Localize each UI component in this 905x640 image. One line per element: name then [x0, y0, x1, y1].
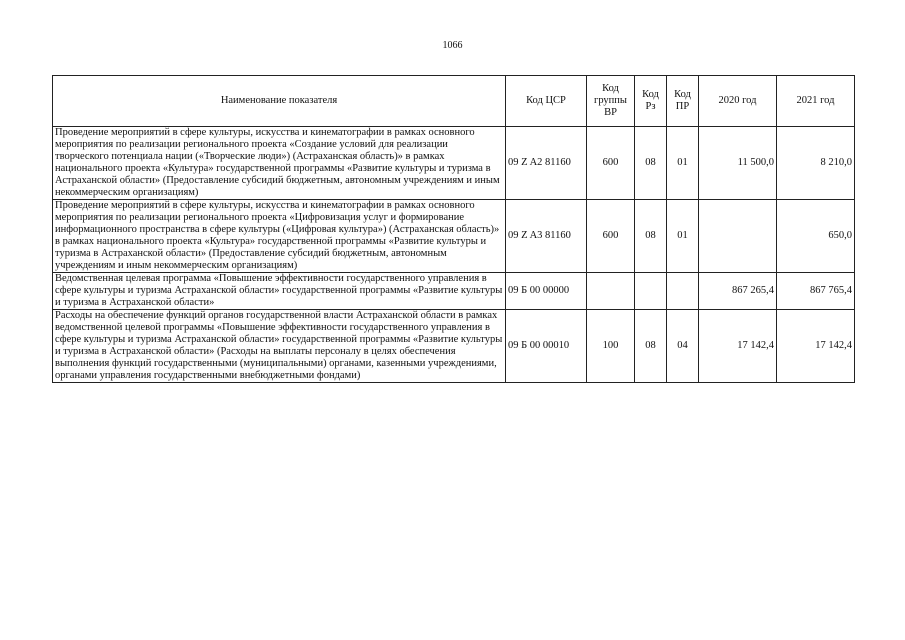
page-number: 1066: [442, 40, 463, 51]
row-rz: 08: [635, 200, 667, 273]
row-2021: 8 210,0: [777, 127, 855, 200]
budget-table: [52, 75, 855, 383]
row-vr: 600: [587, 200, 635, 273]
row-csr: 09 Z A3 81160: [506, 200, 587, 273]
row-rz: 08: [635, 310, 667, 383]
header-vr-line2: группы: [594, 95, 627, 106]
row-pr: 01: [667, 200, 699, 273]
header-rz: [635, 76, 667, 127]
table-row: [53, 127, 855, 200]
row-name: Ведомственная целевая программа «Повышение эффективности государственного управления в сфере культуры и туризма Астраханской области» государственной программы «Развитие культуры и туризма в Астраханской области»: [53, 273, 506, 310]
row-vr: 600: [587, 127, 635, 200]
row-csr: 09 Z A2 81160: [506, 127, 587, 200]
row-2020: [699, 200, 777, 273]
row-2020: 17 142,4: [699, 310, 777, 383]
row-csr: 09 Б 00 00010: [506, 310, 587, 383]
row-2020: 867 265,4: [699, 273, 777, 310]
row-name: Проведение мероприятий в сфере культуры, искусства и кинематографии в рамках основного мероприятия по реализации регионального проекта «Цифровизация услуг и формирование информационного пространства в сфере культуры («Цифровая культура») (Астраханская область)» в рамках национального проекта «Культура» государственной программы «Развитие культуры и туризма в Астраханской области» (Предоставление субсидий бюджетным, автономным учреждениям и иным некоммерческим организациям): [53, 200, 506, 273]
row-rz: 08: [635, 127, 667, 200]
row-2021: 17 142,4: [777, 310, 855, 383]
table-row: [53, 310, 855, 383]
row-vr: 100: [587, 310, 635, 383]
row-pr: 04: [667, 310, 699, 383]
table-row: [53, 273, 855, 310]
header-rz-line1: Код: [642, 89, 659, 100]
row-name: Расходы на обеспечение функций органов государственной власти Астраханской области в рамках ведомственной целевой программы «Повышение эффективности государственного управления в сфере культуры и туризма Астраханской области» государственной программы «Развитие культуры и туризма в Астраханской области» (Расходы на выплаты персоналу в целях обеспечения выполнения функций государственными (муниципальными) органами, казенными учреждениями, органами управления государственными внебюджетными фондами): [53, 310, 506, 383]
row-2021: 650,0: [777, 200, 855, 273]
header-pr-line1: Код: [674, 89, 691, 100]
row-pr: 01: [667, 127, 699, 200]
header-csr: Код ЦСР: [506, 76, 587, 127]
table-row: [53, 200, 855, 273]
row-name: Проведение мероприятий в сфере культуры, искусства и кинематографии в рамках основного мероприятия по реализации регионального проекта «Создание условий для реализации творческого потенциала нации («Творческие люди») (Астраханская область)» в рамках национального проекта «Культура» государственной программы «Развитие культуры и туризма в Астраханской области» (Предоставление субсидий бюджетным, автономным учреждениям и иным некоммерческим организациям): [53, 127, 506, 200]
header-pr-line2: ПР: [675, 101, 690, 112]
row-vr: [587, 273, 635, 310]
header-rz-line2: Рз: [645, 101, 656, 112]
header-vr-line1: Код: [602, 83, 619, 94]
header-2021: 2021 год: [777, 76, 855, 127]
table-header-row: [53, 76, 855, 127]
row-pr: [667, 273, 699, 310]
row-2021: 867 765,4: [777, 273, 855, 310]
row-csr: 09 Б 00 00000: [506, 273, 587, 310]
header-name: Наименование показателя: [53, 76, 506, 127]
row-rz: [635, 273, 667, 310]
header-vr-line3: ВР: [604, 107, 617, 118]
header-2020: 2020 год: [699, 76, 777, 127]
row-2020: 11 500,0: [699, 127, 777, 200]
header-vr: [587, 76, 635, 127]
header-pr: [667, 76, 699, 127]
